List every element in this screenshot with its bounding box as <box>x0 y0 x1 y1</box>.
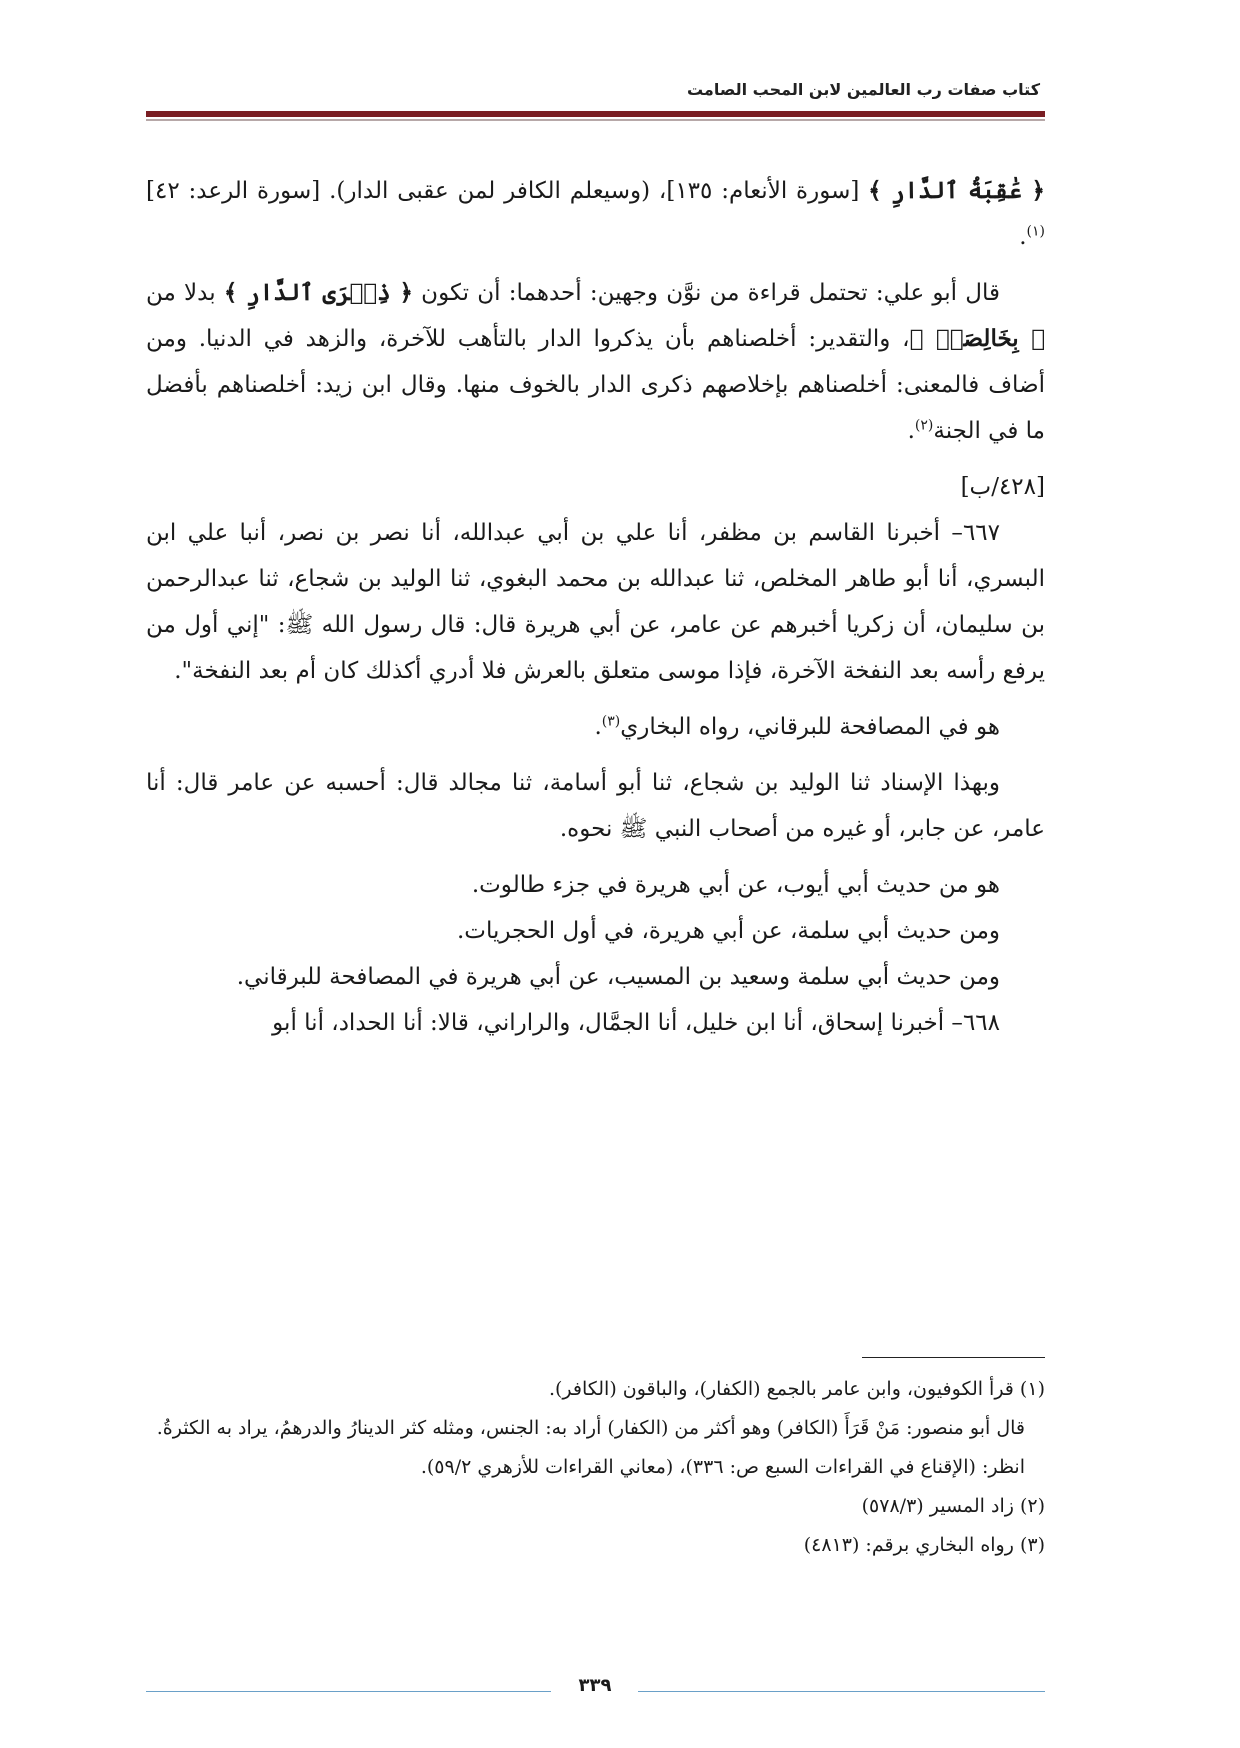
footer-rule-left <box>146 1691 551 1692</box>
paragraph-quran-ref <box>146 168 1045 260</box>
footnotes <box>146 1370 1045 1565</box>
footnote-2: (٢) زاد المسير (٥٧٨/٣) <box>861 1495 1045 1517</box>
text-line: ومن حديث أبي سلمة وسعيد بن المسيب، عن أبي هريرة في المصافحة للبرقاني. <box>236 964 1000 990</box>
folio-mark: [٤٢٨/ب] <box>960 474 1045 500</box>
footer-rule-right <box>638 1691 1045 1692</box>
paragraph-text: [سورة الأنعام: ١٣٥]، (وسيعلم الكافر لمن عقبى الدار). [سورة الرعد: ٤٢] <box>146 178 869 204</box>
text-line: ومن حديث أبي سلمة، عن أبي هريرة، في أول الحجريات. <box>456 918 1000 944</box>
hadith-667: ٦٦٧– أخبرنا القاسم بن مظفر، أنا علي بن أبي عبدالله، أنا نصر بن نصر، أنبا علي ابن البسري، أنا أبو طاهر المخلص، ثنا عبدالله بن محمد البغوي، ثنا الوليد بن شجاع، ثنا عبدالرحمن بن سليمان، أن زكريا أخبرهم عن عامر، عن أبي هريرة قال: قال رسول الله ﷺ: "إني أول من يرفع رأسه بعد النفخة الآخرة، فإذا موسى متعلق بالعرش فلا أدري أكذلك كان أم بعد النفخة". <box>146 520 1045 684</box>
footnote-separator <box>862 1357 1045 1358</box>
paragraph-text: قال أبو علي: تحتمل قراءة من نوَّن وجهين: أحدهما: أن تكون <box>412 280 1000 306</box>
footnote-1-continued: قال أبو منصور: مَنْ قَرَأَ (الكافر) وهو أكثر من (الكفار) أراد به: الجنس، ومثله كثر الدينارُ والدرهمُ، يراد به الكثرةُ. انظر: (الإقناع في القراءات السبع ص: ٣٣٦)، (معاني القراءات للأزهري ٥٩/٢). <box>156 1417 1025 1478</box>
quran-quote: ﴿ عَٰقِبَةُ ٱلدَّارِ ﴾ <box>868 177 1045 204</box>
quran-quote: ﴿ بِخَالِصَةٖ ﴾ <box>909 325 1046 352</box>
paragraph-text: بدلا من <box>146 280 224 306</box>
paragraph-abu-ali <box>146 270 1045 454</box>
header-rule <box>146 111 1045 117</box>
footnote-marker: (٢) <box>914 417 934 434</box>
footnote-3: (٣) رواه البخاري برقم: (٤٨١٣) <box>803 1534 1045 1556</box>
paragraph-text-end: . <box>1019 224 1027 250</box>
paragraph-text-end: . <box>907 418 915 444</box>
paragraph-text: ، والتقدير: أخلصناهم بأن يذكروا الدار بالتأهب للآخرة، والزهد في الدنيا. ومن أضاف فالمعنى: أخلصناهم بإخلاصهم ذكرى الدار بالخوف منها. وقال ابن زيد: أخلصناهم بأفضل ما في الجنة <box>146 326 1045 444</box>
paragraph-text: هو في المصافحة للبرقاني، رواه البخاري <box>620 714 1000 740</box>
quran-quote: ﴿ ذِكۡرَى ٱلدَّارِ ﴾ <box>223 279 413 306</box>
header-rule-secondary <box>146 119 1045 121</box>
footnote-1: (١) قرأ الكوفيون، وابن عامر بالجمع (الكفار)، والباقون (الكافر). <box>548 1378 1045 1400</box>
page-number: ٣٣٩ <box>578 1675 612 1696</box>
hadith-668-start: ٦٦٨– أخبرنا إسحاق، أنا ابن خليل، أنا الجمَّال، والراراني، قالا: أنا الحداد، أنا أبو <box>272 1010 1000 1036</box>
footnote-marker: (١) <box>1026 223 1045 240</box>
paragraph-isnad: وبهذا الإسناد ثنا الوليد بن شجاع، ثنا أبو أسامة، ثنا مجالد قال: أحسبه عن عامر قال: أنا عامر، عن جابر، أو غيره من أصحاب النبي ﷺ نحوه. <box>146 770 1045 842</box>
footnote-marker: (٣) <box>601 713 621 730</box>
paragraph-text-end: . <box>594 714 602 740</box>
text-line: هو من حديث أبي أيوب، عن أبي هريرة في جزء طالوت. <box>471 872 1000 898</box>
paragraph-bukhari-note <box>146 704 1045 750</box>
main-text <box>146 168 1045 1046</box>
running-header-title: كتاب صفات رب العالمين لابن المحب الصامت <box>686 80 1040 99</box>
